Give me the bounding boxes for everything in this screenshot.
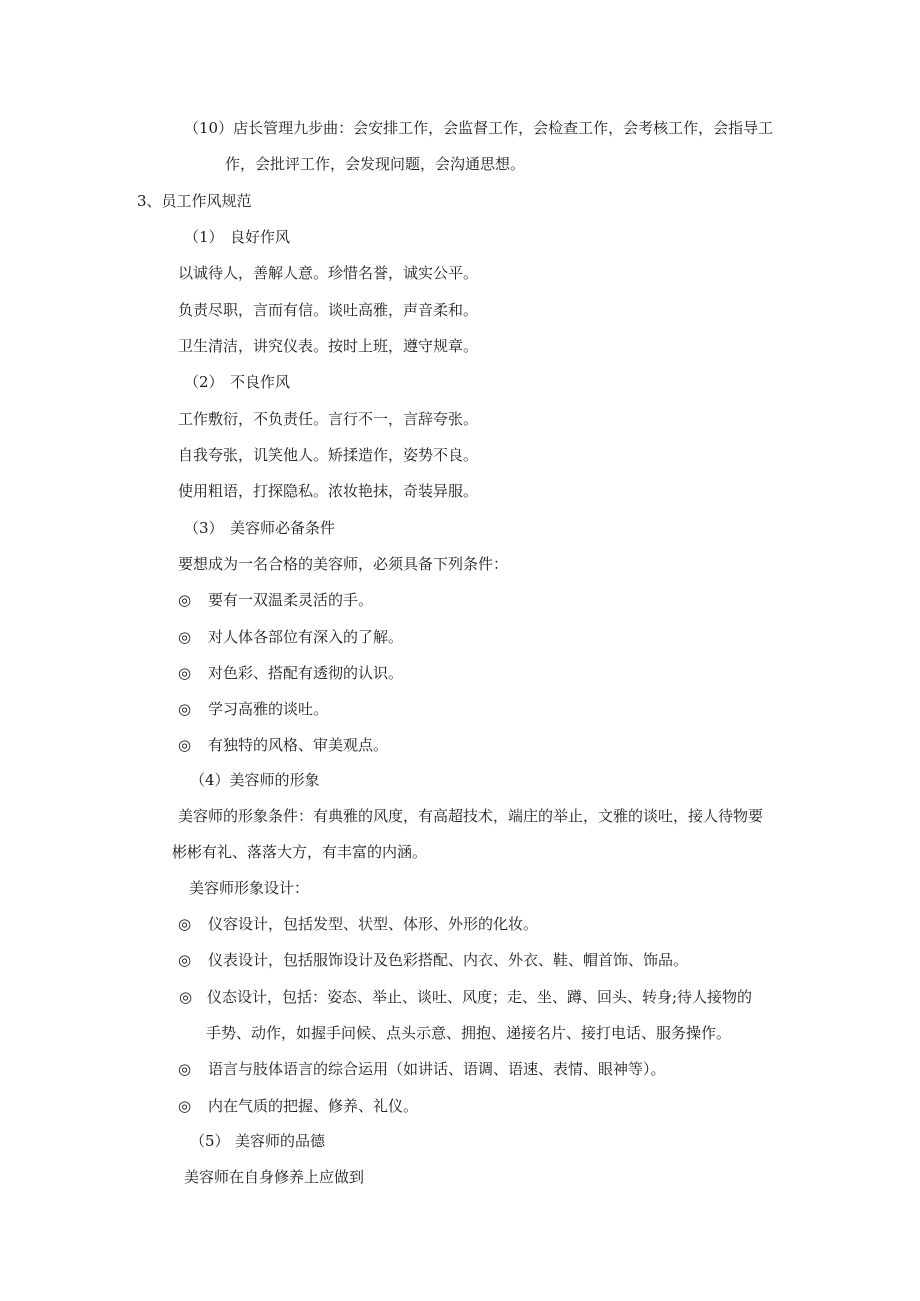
double-circle-bullet-icon: ◎ (178, 628, 192, 646)
image-design-item: ◎ 仪态设计，包括：姿态、举止、谈吐、风度；走、坐、蹲、回头、转身;待人接物的 (179, 988, 753, 1006)
image-desc-line1: 美容师的形象条件：有典雅的风度，有高超技术，端庄的举止，文雅的谈吐，接人待物要 (178, 807, 764, 825)
good-style-line: 负责尽职，言而有信。谈吐高雅，声音柔和。 (178, 301, 479, 319)
image-design-title: 美容师形象设计： (189, 879, 310, 897)
double-circle-bullet-icon: ◎ (179, 988, 193, 1006)
image-design-item: ◎ 仪容设计，包括发型、状型、体形、外形的化妆。 (178, 915, 539, 933)
conditions-list-item: ◎ 要有一双温柔灵活的手。 (178, 591, 374, 609)
bad-style-line: 自我夸张，讥笑他人。矫揉造作，姿势不良。 (178, 446, 479, 464)
double-circle-bullet-icon: ◎ (178, 915, 192, 933)
conditions-list-item: ◎ 学习高雅的谈吐。 (178, 700, 329, 718)
good-style-line: 卫生清洁，讲究仪表。按时上班，遵守规章。 (178, 337, 479, 355)
section3-title: 3、员工作风规范 (137, 192, 252, 210)
bad-style-line: 使用粗语，打探隐私。浓妆艳抹，奇装异服。 (178, 482, 479, 500)
conditions-intro: 要想成为一名合格的美容师，必须具备下列条件： (178, 555, 509, 573)
image-design-item: ◎ 语言与肢体语言的综合运用（如讲话、语调、语速、表情、眼神等）。 (178, 1060, 666, 1078)
virtue-heading-num: （5） (190, 1132, 230, 1150)
double-circle-bullet-icon: ◎ (178, 736, 192, 754)
image-desc-line2: 彬彬有礼、落落大方，有丰富的内涵。 (172, 843, 428, 861)
image-design-item: ◎ 内在气质的把握、修养、礼仪。 (178, 1097, 419, 1115)
conditions-list-item: ◎ 有独特的风格、审美观点。 (178, 736, 389, 754)
good-style-line: 以诚待人，善解人意。珍惜名誉，诚实公平。 (178, 264, 479, 282)
item10-line1: （10）店长管理九步曲：会安排工作，会监督工作，会检查工作，会考核工作，会指导工 (184, 119, 774, 137)
double-circle-bullet-icon: ◎ (178, 1060, 192, 1078)
conditions-heading (184, 518, 335, 538)
bad-style-heading-text: 不良作风 (230, 373, 291, 391)
image-design-item: ◎ 仪表设计，包括服饰设计及色彩搭配、内衣、外衣、鞋、帽首饰、饰品。 (178, 951, 689, 969)
bad-style-line: 工作敷衍，不负责任。言行不一，言辞夸张。 (178, 410, 479, 428)
conditions-list-item: ◎ 对色彩、搭配有透彻的认识。 (178, 664, 404, 682)
conditions-list-item: ◎ 对人体各部位有深入的了解。 (178, 628, 404, 646)
virtue-heading-text: 美容师的品德 (235, 1132, 326, 1150)
bad-style-heading-num: （2） (184, 373, 224, 391)
good-style-heading (184, 227, 290, 247)
double-circle-bullet-icon: ◎ (178, 591, 192, 609)
image-heading: （4）美容师的形象 (190, 771, 320, 789)
conditions-heading-text: 美容师必备条件 (230, 519, 336, 537)
virtue-heading (190, 1131, 325, 1151)
bad-style-heading (184, 372, 290, 392)
item10-line2: 作，会批评工作，会发现问题，会沟通思想。 (225, 155, 526, 173)
double-circle-bullet-icon: ◎ (178, 1097, 192, 1115)
double-circle-bullet-icon: ◎ (178, 664, 192, 682)
double-circle-bullet-icon: ◎ (178, 700, 192, 718)
conditions-heading-num: （3） (184, 519, 224, 537)
image-design-item-continuation: 手势、动作，如握手问候、点头示意、拥抱、递接名片、接打电话、服务操作。 (206, 1024, 732, 1042)
virtue-intro: 美容师在自身修养上应做到 (184, 1168, 365, 1186)
good-style-heading-num: （1） (184, 228, 224, 246)
good-style-heading-text: 良好作风 (230, 228, 291, 246)
double-circle-bullet-icon: ◎ (178, 951, 192, 969)
